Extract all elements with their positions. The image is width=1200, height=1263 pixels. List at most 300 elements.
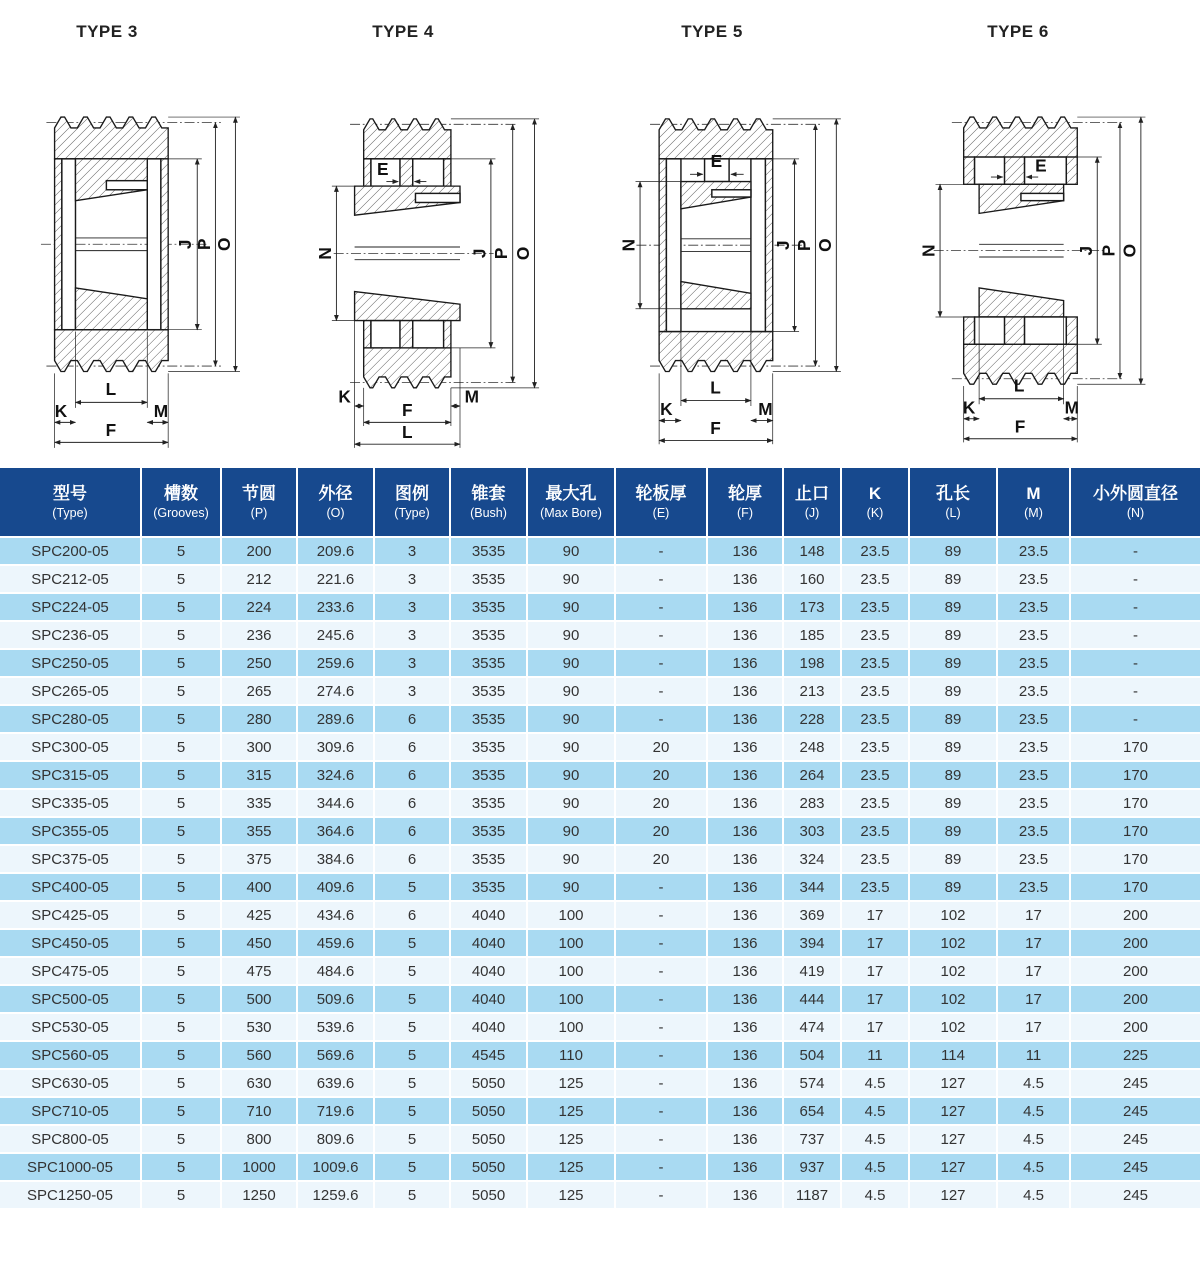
cell-o: 1259.6 xyxy=(298,1182,375,1210)
cell-maxbore: 100 xyxy=(528,986,616,1014)
cell-legend: 3 xyxy=(375,622,451,650)
cell-maxbore: 90 xyxy=(528,762,616,790)
cell-f: 136 xyxy=(708,678,784,706)
cell-m: 23.5 xyxy=(998,706,1071,734)
table-row xyxy=(0,1070,1200,1098)
cell-maxbore: 90 xyxy=(528,538,616,566)
cell-grooves: 5 xyxy=(142,622,222,650)
cell-grooves: 5 xyxy=(142,594,222,622)
cell-legend: 6 xyxy=(375,846,451,874)
diagram-type-6 xyxy=(900,0,1200,468)
cell-legend: 6 xyxy=(375,790,451,818)
cell-m: 17 xyxy=(998,902,1071,930)
cell-legend: 6 xyxy=(375,902,451,930)
col-header-type: 型号 (Type) xyxy=(0,468,142,538)
cell-f: 136 xyxy=(708,622,784,650)
cell-type: SPC280-05 xyxy=(0,706,142,734)
cell-m: 23.5 xyxy=(998,734,1071,762)
cell-f: 136 xyxy=(708,1042,784,1070)
cell-legend: 3 xyxy=(375,538,451,566)
cell-maxbore: 125 xyxy=(528,1098,616,1126)
dim-label-o: O xyxy=(1119,243,1140,258)
cell-grooves: 5 xyxy=(142,986,222,1014)
cell-k: 23.5 xyxy=(842,874,910,902)
cell-o: 434.6 xyxy=(298,902,375,930)
cell-maxbore: 90 xyxy=(528,734,616,762)
cell-type: SPC224-05 xyxy=(0,594,142,622)
cell-o: 639.6 xyxy=(298,1070,375,1098)
header-row xyxy=(0,468,1200,538)
cell-m: 4.5 xyxy=(998,1182,1071,1210)
cell-grooves: 5 xyxy=(142,734,222,762)
cell-n: - xyxy=(1071,566,1200,594)
cell-l: 89 xyxy=(910,706,998,734)
cell-j: 148 xyxy=(784,538,842,566)
cell-e: 20 xyxy=(616,762,708,790)
cell-l: 127 xyxy=(910,1070,998,1098)
cell-bush: 5050 xyxy=(451,1126,528,1154)
dim-label-m: M xyxy=(464,386,479,407)
cell-maxbore: 90 xyxy=(528,846,616,874)
cell-j: 1187 xyxy=(784,1182,842,1210)
cell-l: 102 xyxy=(910,930,998,958)
cell-type: SPC375-05 xyxy=(0,846,142,874)
cell-legend: 5 xyxy=(375,1154,451,1182)
cell-n: - xyxy=(1071,594,1200,622)
dim-label-j: J xyxy=(469,248,490,259)
cell-maxbore: 100 xyxy=(528,930,616,958)
cell-m: 23.5 xyxy=(998,762,1071,790)
dim-label-k: K xyxy=(660,399,673,420)
cell-grooves: 5 xyxy=(142,874,222,902)
cell-o: 209.6 xyxy=(298,538,375,566)
cell-k: 23.5 xyxy=(842,538,910,566)
cell-type: SPC500-05 xyxy=(0,986,142,1014)
cell-bush: 3535 xyxy=(451,594,528,622)
cell-m: 23.5 xyxy=(998,874,1071,902)
cell-m: 23.5 xyxy=(998,566,1071,594)
cell-p: 300 xyxy=(222,734,298,762)
table-row xyxy=(0,1126,1200,1154)
table-row xyxy=(0,1182,1200,1210)
cell-type: SPC450-05 xyxy=(0,930,142,958)
cell-type: SPC200-05 xyxy=(0,538,142,566)
cell-j: 444 xyxy=(784,986,842,1014)
cell-k: 17 xyxy=(842,902,910,930)
cell-m: 17 xyxy=(998,1014,1071,1042)
pulley-cross-section-type-3-drawing xyxy=(0,48,300,466)
cell-maxbore: 100 xyxy=(528,958,616,986)
cell-o: 459.6 xyxy=(298,930,375,958)
cell-grooves: 5 xyxy=(142,1098,222,1126)
cell-k: 23.5 xyxy=(842,622,910,650)
cell-f: 136 xyxy=(708,706,784,734)
cell-maxbore: 125 xyxy=(528,1182,616,1210)
cell-e: - xyxy=(616,1126,708,1154)
cell-maxbore: 90 xyxy=(528,790,616,818)
dim-label-j: J xyxy=(1075,245,1096,256)
table-row xyxy=(0,650,1200,678)
cell-m: 23.5 xyxy=(998,846,1071,874)
cell-maxbore: 125 xyxy=(528,1070,616,1098)
cell-n: 225 xyxy=(1071,1042,1200,1070)
cell-bush: 4040 xyxy=(451,958,528,986)
cell-k: 11 xyxy=(842,1042,910,1070)
dim-label-f: F xyxy=(1014,416,1026,437)
cell-legend: 5 xyxy=(375,1182,451,1210)
dim-label-l: L xyxy=(1013,375,1025,396)
cell-n: 245 xyxy=(1071,1070,1200,1098)
cell-o: 509.6 xyxy=(298,986,375,1014)
pulley-cross-section-type-4-drawing xyxy=(300,48,600,466)
cell-k: 4.5 xyxy=(842,1126,910,1154)
cell-bush: 5050 xyxy=(451,1154,528,1182)
cell-bush: 3535 xyxy=(451,650,528,678)
cell-f: 136 xyxy=(708,762,784,790)
table-row xyxy=(0,594,1200,622)
cell-f: 136 xyxy=(708,930,784,958)
cell-o: 221.6 xyxy=(298,566,375,594)
cell-o: 484.6 xyxy=(298,958,375,986)
cell-maxbore: 90 xyxy=(528,594,616,622)
cell-bush: 3535 xyxy=(451,874,528,902)
cell-l: 127 xyxy=(910,1154,998,1182)
cell-j: 324 xyxy=(784,846,842,874)
cell-p: 475 xyxy=(222,958,298,986)
cell-bush: 5050 xyxy=(451,1098,528,1126)
cell-m: 23.5 xyxy=(998,790,1071,818)
cell-n: - xyxy=(1071,650,1200,678)
cell-bush: 3535 xyxy=(451,622,528,650)
cell-grooves: 5 xyxy=(142,846,222,874)
cell-k: 23.5 xyxy=(842,650,910,678)
cell-j: 160 xyxy=(784,566,842,594)
col-header-e: 轮板厚 (E) xyxy=(616,468,708,538)
cell-e: - xyxy=(616,958,708,986)
cell-bush: 3535 xyxy=(451,846,528,874)
col-header-p: 节圆 (P) xyxy=(222,468,298,538)
spec-table-body xyxy=(0,538,1200,1210)
cell-grooves: 5 xyxy=(142,818,222,846)
dim-label-f: F xyxy=(105,420,117,441)
cell-m: 4.5 xyxy=(998,1154,1071,1182)
cell-maxbore: 125 xyxy=(528,1154,616,1182)
cell-legend: 3 xyxy=(375,678,451,706)
cell-f: 136 xyxy=(708,1182,784,1210)
col-header-maxbore: 最大孔 (Max Bore) xyxy=(528,468,616,538)
cell-o: 259.6 xyxy=(298,650,375,678)
cell-o: 384.6 xyxy=(298,846,375,874)
cell-j: 574 xyxy=(784,1070,842,1098)
cell-e: - xyxy=(616,1098,708,1126)
cell-j: 419 xyxy=(784,958,842,986)
cell-bush: 3535 xyxy=(451,538,528,566)
diagram-title: TYPE 5 xyxy=(681,22,743,41)
cell-type: SPC250-05 xyxy=(0,650,142,678)
table-row xyxy=(0,706,1200,734)
dim-label-k: K xyxy=(54,400,68,421)
cell-n: 245 xyxy=(1071,1098,1200,1126)
cell-n: 170 xyxy=(1071,790,1200,818)
cell-l: 102 xyxy=(910,958,998,986)
col-header-n: 小外圆直径 (N) xyxy=(1071,468,1200,538)
cell-k: 4.5 xyxy=(842,1182,910,1210)
cell-j: 937 xyxy=(784,1154,842,1182)
cell-maxbore: 100 xyxy=(528,902,616,930)
cell-j: 303 xyxy=(784,818,842,846)
cell-p: 236 xyxy=(222,622,298,650)
cell-m: 4.5 xyxy=(998,1126,1071,1154)
cell-grooves: 5 xyxy=(142,566,222,594)
cell-f: 136 xyxy=(708,818,784,846)
cell-p: 200 xyxy=(222,538,298,566)
cell-p: 400 xyxy=(222,874,298,902)
dim-label-j: J xyxy=(773,240,794,250)
cell-l: 102 xyxy=(910,1014,998,1042)
cell-f: 136 xyxy=(708,902,784,930)
cell-n: 245 xyxy=(1071,1182,1200,1210)
cell-e: 20 xyxy=(616,818,708,846)
cell-n: - xyxy=(1071,622,1200,650)
cell-e: - xyxy=(616,930,708,958)
table-row xyxy=(0,1098,1200,1126)
dim-label-m: M xyxy=(758,399,773,420)
cell-k: 23.5 xyxy=(842,594,910,622)
cell-l: 89 xyxy=(910,678,998,706)
cell-j: 264 xyxy=(784,762,842,790)
cell-j: 737 xyxy=(784,1126,842,1154)
cell-m: 23.5 xyxy=(998,678,1071,706)
cell-bush: 3535 xyxy=(451,566,528,594)
cell-type: SPC355-05 xyxy=(0,818,142,846)
cell-bush: 5050 xyxy=(451,1070,528,1098)
cell-k: 23.5 xyxy=(842,818,910,846)
cell-p: 1250 xyxy=(222,1182,298,1210)
cell-n: - xyxy=(1071,538,1200,566)
cell-grooves: 5 xyxy=(142,1154,222,1182)
cell-e: 20 xyxy=(616,790,708,818)
cell-f: 136 xyxy=(708,986,784,1014)
cell-p: 224 xyxy=(222,594,298,622)
cell-bush: 3535 xyxy=(451,762,528,790)
cell-type: SPC400-05 xyxy=(0,874,142,902)
cell-p: 450 xyxy=(222,930,298,958)
cell-type: SPC335-05 xyxy=(0,790,142,818)
cell-legend: 6 xyxy=(375,706,451,734)
cell-f: 136 xyxy=(708,594,784,622)
cell-l: 89 xyxy=(910,874,998,902)
cell-n: 200 xyxy=(1071,986,1200,1014)
cell-legend: 5 xyxy=(375,874,451,902)
cell-type: SPC475-05 xyxy=(0,958,142,986)
cell-e: - xyxy=(616,538,708,566)
cell-grooves: 5 xyxy=(142,1070,222,1098)
table-row xyxy=(0,874,1200,902)
cell-n: 170 xyxy=(1071,818,1200,846)
cell-l: 102 xyxy=(910,902,998,930)
cell-o: 324.6 xyxy=(298,762,375,790)
cell-legend: 5 xyxy=(375,930,451,958)
col-header-j: 止口 (J) xyxy=(784,468,842,538)
cell-p: 630 xyxy=(222,1070,298,1098)
cell-m: 4.5 xyxy=(998,1070,1071,1098)
cell-maxbore: 90 xyxy=(528,874,616,902)
cell-j: 654 xyxy=(784,1098,842,1126)
pulley-diagrams xyxy=(0,0,1200,468)
cell-l: 89 xyxy=(910,790,998,818)
cell-maxbore: 90 xyxy=(528,650,616,678)
cell-legend: 3 xyxy=(375,566,451,594)
cell-l: 89 xyxy=(910,734,998,762)
dim-label-p: P xyxy=(193,238,214,251)
cell-m: 23.5 xyxy=(998,622,1071,650)
dim-label-k: K xyxy=(338,386,351,407)
cell-k: 17 xyxy=(842,1014,910,1042)
dim-label-p: P xyxy=(793,239,814,251)
cell-grooves: 5 xyxy=(142,1014,222,1042)
cell-f: 136 xyxy=(708,566,784,594)
cell-f: 136 xyxy=(708,538,784,566)
cell-p: 375 xyxy=(222,846,298,874)
cell-k: 4.5 xyxy=(842,1154,910,1182)
table-row xyxy=(0,790,1200,818)
cell-bush: 4545 xyxy=(451,1042,528,1070)
table-row xyxy=(0,818,1200,846)
cell-k: 23.5 xyxy=(842,790,910,818)
cell-maxbore: 125 xyxy=(528,1126,616,1154)
cell-type: SPC315-05 xyxy=(0,762,142,790)
cell-p: 315 xyxy=(222,762,298,790)
cell-j: 213 xyxy=(784,678,842,706)
col-header-bush: 锥套 (Bush) xyxy=(451,468,528,538)
cell-k: 23.5 xyxy=(842,566,910,594)
cell-bush: 4040 xyxy=(451,986,528,1014)
col-header-o: 外径 (O) xyxy=(298,468,375,538)
cell-l: 127 xyxy=(910,1182,998,1210)
cell-bush: 3535 xyxy=(451,818,528,846)
cell-legend: 5 xyxy=(375,986,451,1014)
cell-j: 198 xyxy=(784,650,842,678)
cell-f: 136 xyxy=(708,1098,784,1126)
cell-legend: 6 xyxy=(375,762,451,790)
dim-label-n: N xyxy=(618,238,639,252)
cell-type: SPC212-05 xyxy=(0,566,142,594)
dim-label-f: F xyxy=(710,418,721,439)
spec-table xyxy=(0,468,1200,1210)
cell-legend: 5 xyxy=(375,1070,451,1098)
cell-f: 136 xyxy=(708,1070,784,1098)
dim-label-o: O xyxy=(814,238,835,252)
cell-m: 17 xyxy=(998,986,1071,1014)
cell-maxbore: 90 xyxy=(528,622,616,650)
cell-legend: 6 xyxy=(375,734,451,762)
col-header-legend: 图例 (Type) xyxy=(375,468,451,538)
pulley-cross-section-type-6-drawing xyxy=(900,48,1200,466)
cell-type: SPC560-05 xyxy=(0,1042,142,1070)
cell-type: SPC265-05 xyxy=(0,678,142,706)
cell-grooves: 5 xyxy=(142,650,222,678)
diagram-type-5 xyxy=(600,0,900,468)
dim-label-p: P xyxy=(491,247,512,260)
cell-f: 136 xyxy=(708,958,784,986)
cell-e: - xyxy=(616,1154,708,1182)
cell-type: SPC236-05 xyxy=(0,622,142,650)
cell-bush: 3535 xyxy=(451,790,528,818)
dim-label-l: L xyxy=(710,377,721,398)
cell-e: 20 xyxy=(616,846,708,874)
cell-f: 136 xyxy=(708,1014,784,1042)
cell-k: 23.5 xyxy=(842,734,910,762)
cell-f: 136 xyxy=(708,734,784,762)
cell-o: 309.6 xyxy=(298,734,375,762)
cell-bush: 4040 xyxy=(451,930,528,958)
table-row xyxy=(0,566,1200,594)
dim-label-e: E xyxy=(710,151,723,172)
cell-j: 504 xyxy=(784,1042,842,1070)
cell-legend: 3 xyxy=(375,594,451,622)
cell-grooves: 5 xyxy=(142,762,222,790)
cell-l: 89 xyxy=(910,538,998,566)
diagram-title: TYPE 3 xyxy=(76,22,138,41)
cell-n: 170 xyxy=(1071,734,1200,762)
cell-j: 369 xyxy=(784,902,842,930)
table-row xyxy=(0,734,1200,762)
table-row xyxy=(0,986,1200,1014)
cell-e: - xyxy=(616,986,708,1014)
cell-n: 170 xyxy=(1071,846,1200,874)
cell-grooves: 5 xyxy=(142,706,222,734)
table-row xyxy=(0,678,1200,706)
cell-legend: 5 xyxy=(375,1042,451,1070)
cell-l: 89 xyxy=(910,818,998,846)
cell-e: - xyxy=(616,566,708,594)
cell-e: - xyxy=(616,1070,708,1098)
cell-e: - xyxy=(616,1182,708,1210)
cell-o: 233.6 xyxy=(298,594,375,622)
col-header-l: 孔长 (L) xyxy=(910,468,998,538)
table-row xyxy=(0,902,1200,930)
cell-o: 344.6 xyxy=(298,790,375,818)
cell-o: 364.6 xyxy=(298,818,375,846)
cell-f: 136 xyxy=(708,1154,784,1182)
cell-bush: 3535 xyxy=(451,734,528,762)
cell-l: 89 xyxy=(910,762,998,790)
col-header-k: K (K) xyxy=(842,468,910,538)
cell-grooves: 5 xyxy=(142,790,222,818)
cell-k: 17 xyxy=(842,958,910,986)
cell-f: 136 xyxy=(708,1126,784,1154)
cell-n: 170 xyxy=(1071,874,1200,902)
cell-m: 17 xyxy=(998,930,1071,958)
cell-j: 474 xyxy=(784,1014,842,1042)
cell-l: 127 xyxy=(910,1098,998,1126)
cell-bush: 4040 xyxy=(451,1014,528,1042)
cell-n: 200 xyxy=(1071,930,1200,958)
cell-maxbore: 110 xyxy=(528,1042,616,1070)
cell-o: 409.6 xyxy=(298,874,375,902)
cell-p: 212 xyxy=(222,566,298,594)
cell-l: 127 xyxy=(910,1126,998,1154)
cell-e: - xyxy=(616,706,708,734)
cell-e: - xyxy=(616,1042,708,1070)
cell-p: 425 xyxy=(222,902,298,930)
pulley-cross-section-type-5-drawing xyxy=(600,48,900,466)
dim-label-e: E xyxy=(376,159,389,180)
cell-p: 265 xyxy=(222,678,298,706)
cell-f: 136 xyxy=(708,650,784,678)
cell-j: 173 xyxy=(784,594,842,622)
cell-maxbore: 90 xyxy=(528,566,616,594)
